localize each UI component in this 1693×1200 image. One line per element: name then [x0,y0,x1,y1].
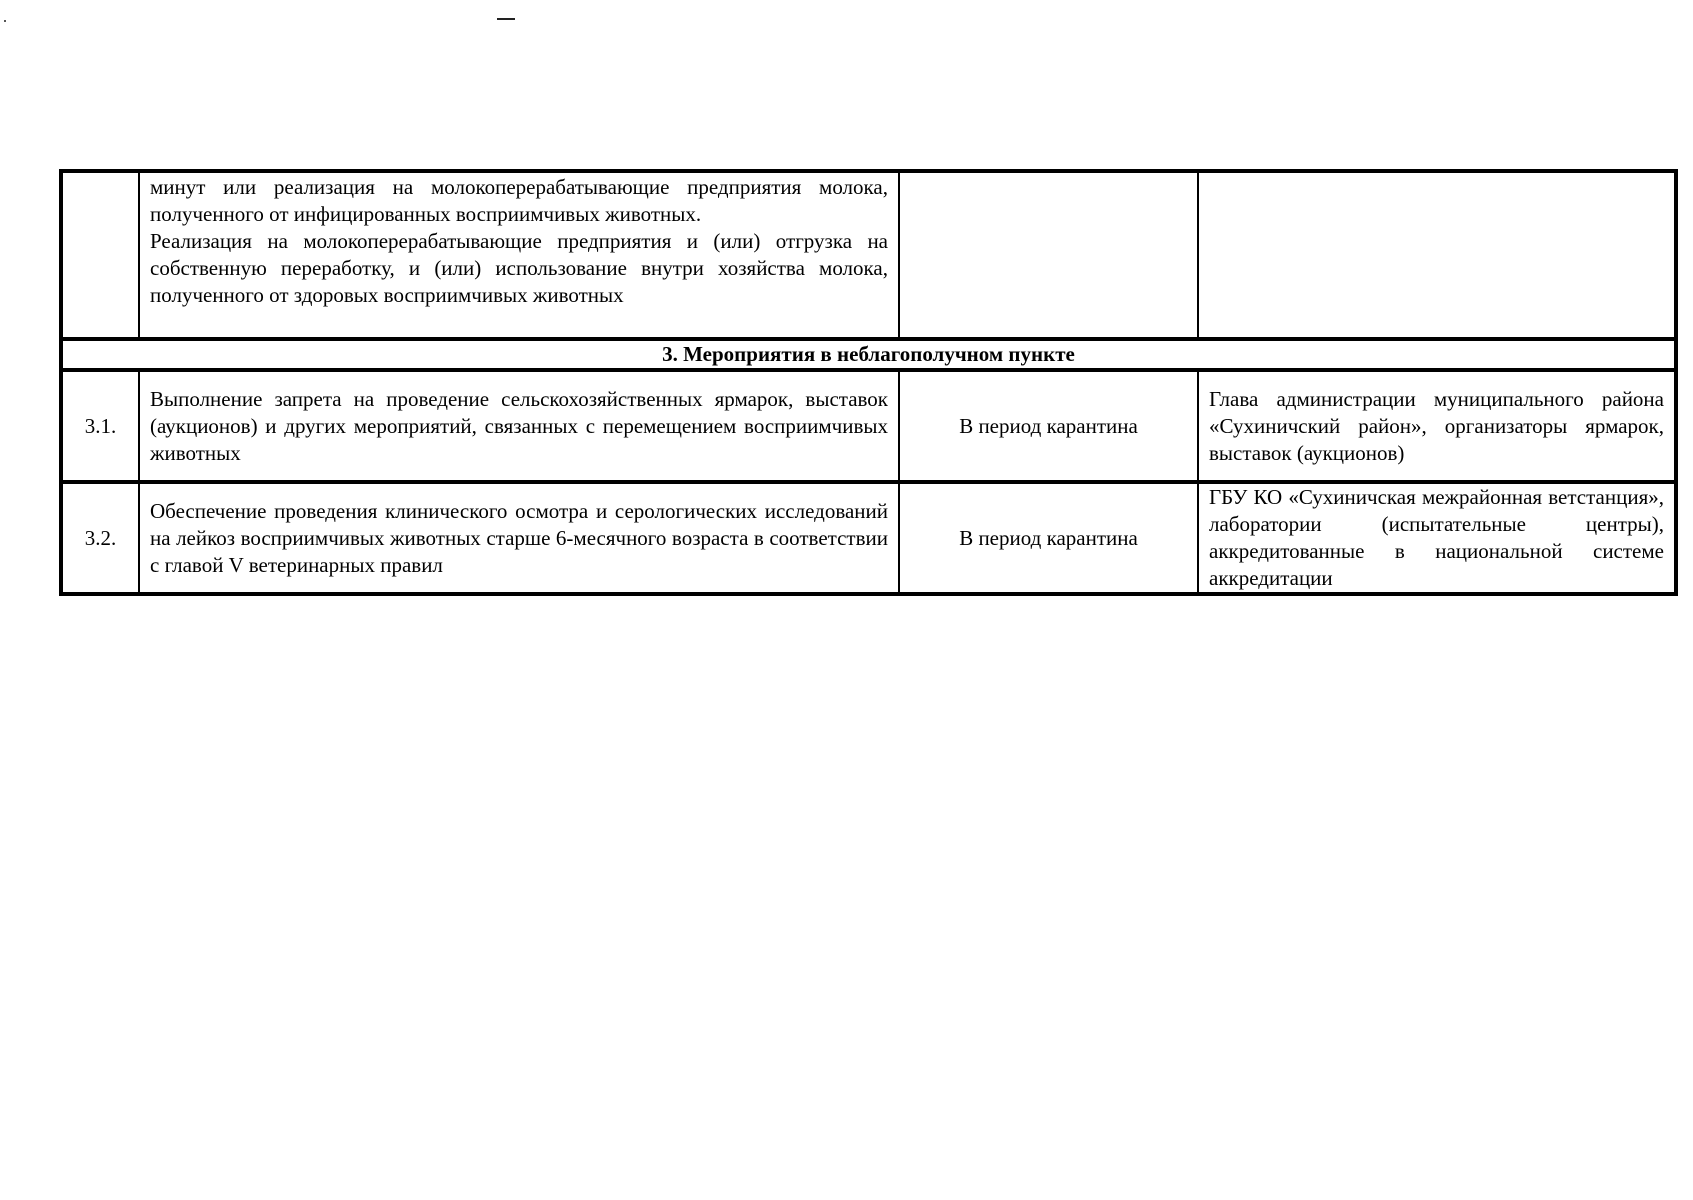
scan-speck [4,20,6,22]
period-cell [899,171,1198,339]
section-title: 3. Мероприятия в неблагополучном пункте [61,339,1676,370]
row-number-cell [61,171,139,339]
measure-description-cell: Обеспечение проведения клинического осмотра и серологических исследований на лейкоз восприимчивых животных старше 6-месячного возраста в соответствии с главой V ветеринарных правил [139,482,899,594]
responsible-cell: Глава администрации муниципального района «Сухиничский район», организаторы ярмарок, выставок (аукционов) [1198,370,1676,482]
measure-description-cell [139,171,899,339]
row-number-cell: 3.2. [61,482,139,594]
period-cell: В период карантина [899,370,1198,482]
measures-table [59,169,1678,596]
scan-mark [497,18,515,20]
section-header-row [61,339,1676,370]
responsible-cell [1198,171,1676,339]
measure-paragraph: минут или реализация на молокоперерабатывающие предприятия молока, полученного от инфицированных восприимчивых животных. [150,175,888,226]
table-row [61,370,1676,482]
responsible-cell: ГБУ КО «Сухиничская межрайонная ветстанция», лаборатории (испытательные центры), аккредитованные в национальной системе аккредитации [1198,482,1676,594]
row-number-cell: 3.1. [61,370,139,482]
measure-paragraph: Реализация на молокоперерабатывающие предприятия и (или) отгрузка на собственную переработку, и (или) использование внутри хозяйства молока, полученного от здоровых восприимчивых животных [150,229,888,307]
period-cell: В период карантина [899,482,1198,594]
table-row [61,482,1676,594]
measure-description-cell: Выполнение запрета на проведение сельскохозяйственных ярмарок, выставок (аукционов) и других мероприятий, связанных с перемещением восприимчивых животных [139,370,899,482]
table-row-continuation [61,171,1676,339]
